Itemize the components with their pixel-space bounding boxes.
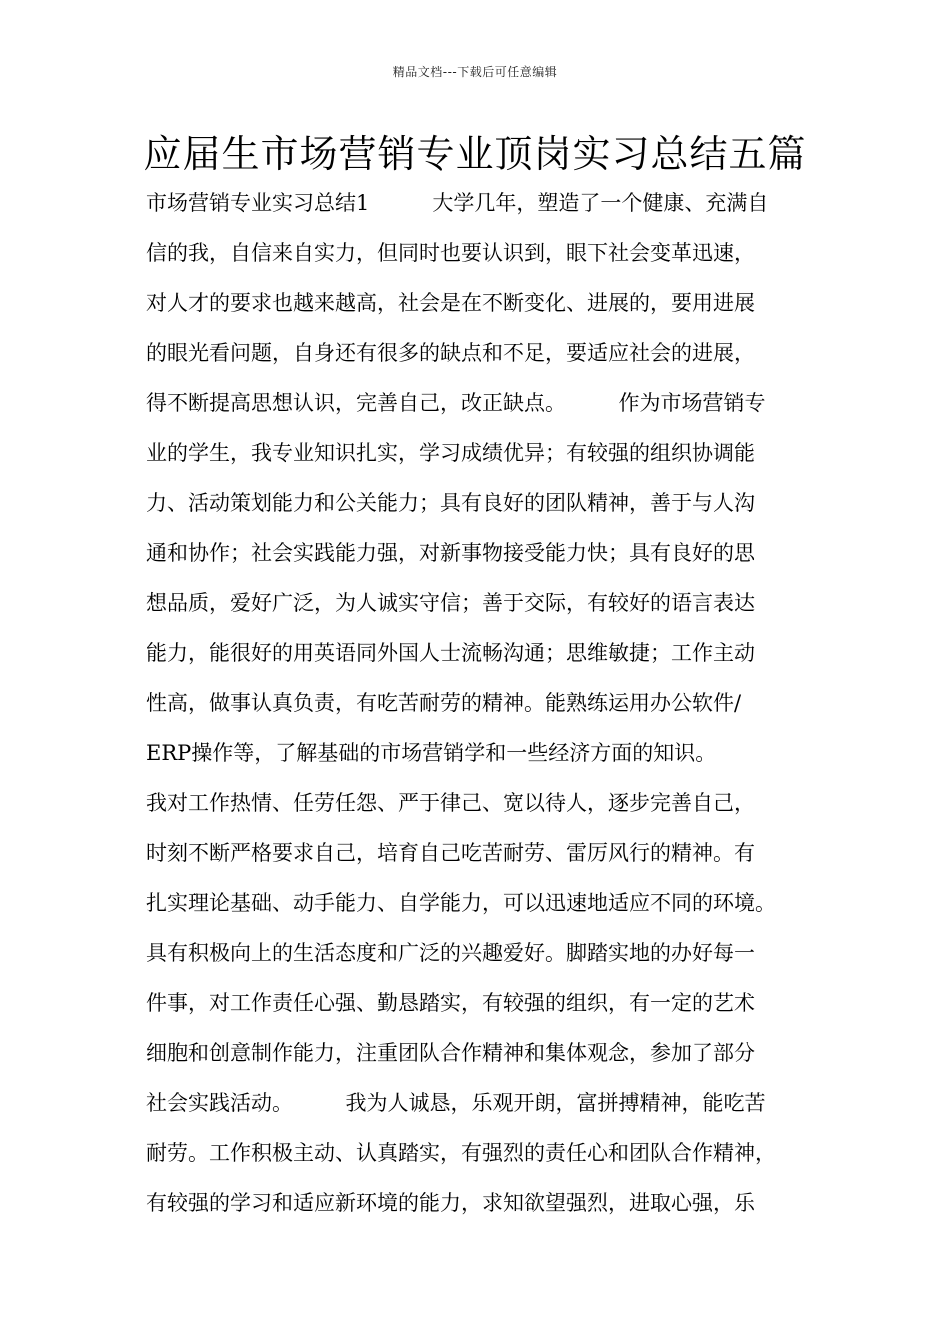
text-line: 性高，做事认真负责，有吃苦耐劳的精神。能熟练运用办公软件/ <box>146 691 742 715</box>
body-text <box>146 178 822 1228</box>
text-line: 通和协作；社会实践能力强，对新事物接受能力快；具有良好的思 <box>146 541 755 565</box>
text-line: 市场营销专业实习总结1 大学几年，塑造了一个健康、充满自 <box>146 191 769 215</box>
text-line: 信的我，自信来自实力，但同时也要认识到，眼下社会变革迅速， <box>146 241 755 265</box>
text-line: 有较强的学习和适应新环境的能力，求知欲望强烈，进取心强，乐 <box>146 1191 755 1215</box>
text-line: 社会实践活动。 我为人诚恳，乐观开朗，富拼搏精神，能吃苦 <box>146 1091 766 1115</box>
page-header: 精品文档---下载后可任意编辑 <box>392 65 558 79</box>
text-line: 对人才的要求也越来越高，社会是在不断变化、进展的，要用进展 <box>146 291 755 315</box>
text-line: 我对工作热情、任劳任怨、严于律己、宽以待人，逐步完善自己， <box>146 791 755 815</box>
text-line: 的眼光看问题，自身还有很多的缺点和不足，要适应社会的进展， <box>146 341 755 365</box>
text-line: 件事，对工作责任心强、勤恳踏实，有较强的组织，有一定的艺术 <box>146 991 755 1015</box>
text-line: ERP操作等，了解基础的市场营销学和一些经济方面的知识。 <box>146 741 717 765</box>
text-line: 具有积极向上的生活态度和广泛的兴趣爱好。脚踏实地的办好每一 <box>146 941 755 965</box>
document-title: 应届生市场营销专业顶岗实习总结五篇 <box>143 132 807 176</box>
text-line: 耐劳。工作积极主动、认真踏实，有强烈的责任心和团队合作精神， <box>146 1141 776 1165</box>
text-line: 想品质，爱好广泛，为人诚实守信；善于交际，有较好的语言表达 <box>146 591 755 615</box>
text-line: 扎实理论基础、动手能力、自学能力，可以迅速地适应不同的环境。 <box>146 891 776 915</box>
text-line: 得不断提高思想认识，完善自己，改正缺点。 作为市场营销专 <box>146 391 766 415</box>
text-line: 能力，能很好的用英语同外国人士流畅沟通；思维敏捷；工作主动 <box>146 641 755 665</box>
text-line: 时刻不断严格要求自己，培育自己吃苦耐劳、雷厉风行的精神。有 <box>146 841 755 865</box>
text-line: 细胞和创意制作能力，注重团队合作精神和集体观念，参加了部分 <box>146 1041 755 1065</box>
text-line: 力、活动策划能力和公关能力；具有良好的团队精神，善于与人沟 <box>146 491 755 515</box>
text-line: 业的学生，我专业知识扎实，学习成绩优异；有较强的组织协调能 <box>146 441 755 465</box>
